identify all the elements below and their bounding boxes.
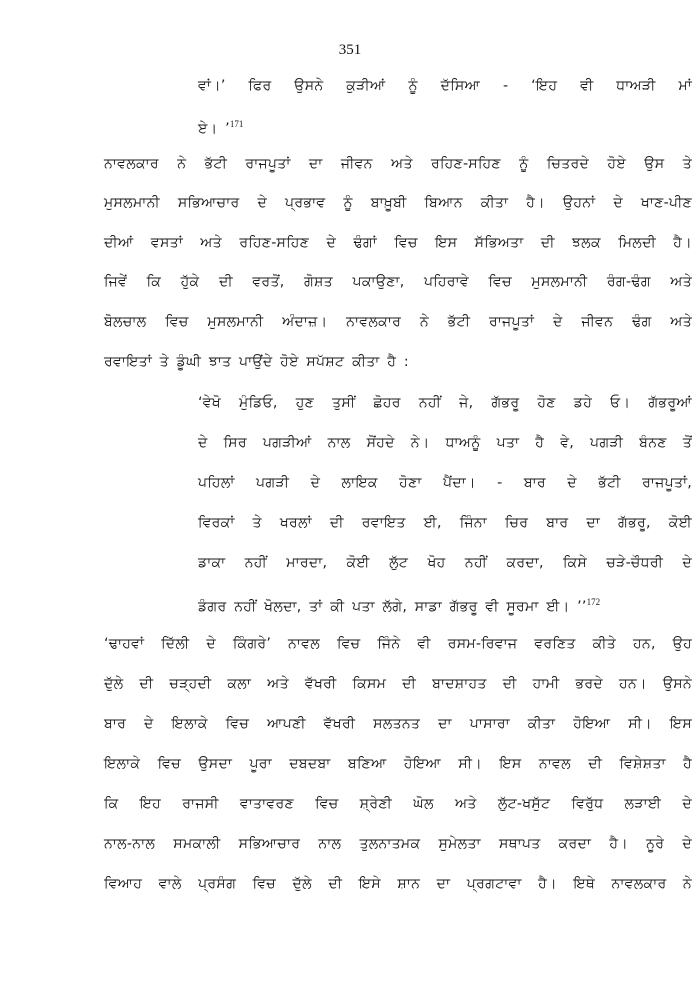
text-line: ਇਲਾਕੇ ਵਿਚ ਉਸਦਾ ਪੂਰਾ ਦਬਦਬਾ ਬਣਿਆ ਹੋਇਆ ਸੀ। ਇਸ ਨਾਵਲ ਦੀ ਵਿਸ਼ੇਸ਼ਤਾ ਹੈ [104, 756, 692, 772]
text-line: ਨਾਵਲਕਾਰ ਨੇ ਭੱਟੀ ਰਾਜਪੂਤਾਂ ਦਾ ਜੀਵਨ ਅਤੇ ਰਹਿਣ-ਸਹਿਣ ਨੂੰ ਚਿਤਰਦੇ ਹੋਏ ਉਸ ਤੇ [104, 156, 692, 172]
text-line: ਵਾਂ।’ ਫਿਰ ਉਸਨੇ ਕੁੜੀਆਂ ਨੂੰ ਦੱਸਿਆ - ‘ਇਹ ਵੀ ਧਾਅੜੀ ਮਾਂ [198, 78, 692, 94]
footnote-marker: 172 [586, 597, 601, 607]
text-line: ਕਿ ਇਹ ਰਾਜਸੀ ਵਾਤਾਵਰਣ ਵਿਚ ਸ਼੍ਰੇਣੀ ਘੋਲ ਅਤੇ ਲੁੱਟ-ਖਸੁੱਟ ਵਿਰੁੱਧ ਲੜਾਈ ਦੇ [104, 796, 692, 812]
text-line: ਨਾਲ-ਨਾਲ ਸਮਕਾਲੀ ਸਭਿਆਚਾਰ ਨਾਲ ਤੁਲਨਾਤਮਕ ਸੁਮੇਲਤਾ ਸਥਾਪਤ ਕਰਦਾ ਹੈ। ਨੂਰੇ ਦੇ [104, 836, 692, 852]
text-line: ਡਾਕਾ ਨਹੀਂ ਮਾਰਦਾ, ਕੋਈ ਲੁੱਟ ਖੋਹ ਨਹੀਂ ਕਰਦਾ, ਕਿਸੇ ਚੜੇ-ਚੌਧਰੀ ਦੇ [198, 555, 692, 571]
text-line: ‘ਵੇਖੋ ਮੁੰਡਿਓ, ਹੁਣ ਤੁਸੀਂ ਛੋਹਰ ਨਹੀਂ ਜੇ, ਗੱਭਰੂ ਹੋਣ ਡਹੇ ਓ। ਗੱਭਰੂਆਂ [198, 395, 692, 411]
text-line: ਵਿਰਕਾਂ ਤੇ ਖਰਲਾਂ ਦੀ ਰਵਾਇਤ ਈ, ਜਿੰਨਾ ਚਿਰ ਬਾਰ ਦਾ ਗੱਭਰੂ, ਕੋਈ [198, 515, 692, 531]
text-line: ਦੇ ਸਿਰ ਪਗੜੀਆਂ ਨਾਲ ਸੋਂਹਦੇ ਨੇ। ਧਾਅਨੂੰ ਪਤਾ ਹੈ ਵੇ, ਪਗੜੀ ਬੰਨਣ ਤੋਂ [198, 435, 692, 451]
text-line: ਪਹਿਲਾਂ ਪਗੜੀ ਦੇ ਲਾਇਕ ਹੋਣਾ ਪੈਂਦਾ। - ਬਾਰ ਦੇ ਭੱਟੀ ਰਾਜਪੂਤਾਂ, [198, 475, 692, 491]
text-line: ਦੀਆਂ ਵਸਤਾਂ ਅਤੇ ਰਹਿਣ-ਸਹਿਣ ਦੇ ਢੰਗਾਂ ਵਿਚ ਇਸ ਸੱਭਿਅਤਾ ਦੀ ਝਲਕ ਮਿਲਦੀ ਹੈ। [104, 235, 692, 251]
text-line: ਜਿਵੇਂ ਕਿ ਹੁੱਕੇ ਦੀ ਵਰਤੋਂ, ਗੋਸ਼ਤ ਪਕਾਉਣਾ, ਪਹਿਰਾਵੇ ਵਿਚ ਮੁਸਲਮਾਨੀ ਰੰਗ-ਢੰਗ ਅਤੇ [104, 274, 692, 290]
text-line: ਵਿਆਹ ਵਾਲੇ ਪ੍ਰਸੰਗ ਵਿਚ ਦੁੱਲੇ ਦੀ ਇਸੇ ਸ਼ਾਨ ਦਾ ਪ੍ਰਗਟਾਵਾ ਹੈ। ਇਥੇ ਨਾਵਲਕਾਰ ਨੇ [104, 876, 692, 892]
text-line: ਬੋਲਚਾਲ ਵਿਚ ਮੁਸਲਮਾਨੀ ਅੰਦਾਜ਼। ਨਾਵਲਕਾਰ ਨੇ ਭੱਟੀ ਰਾਜਪੂਤਾਂ ਦੇ ਜੀਵਨ ਢੰਗ ਅਤੇ [104, 314, 692, 330]
text-line: ਦੁੱਲੇ ਦੀ ਚੜ੍ਹਦੀ ਕਲਾ ਅਤੇ ਵੱਖਰੀ ਕਿਸਮ ਦੀ ਬਾਦਸ਼ਾਹਤ ਦੀ ਹਾਮੀ ਭਰਦੇ ਹਨ। ਉਸਨੇ [104, 676, 692, 692]
text-line: ਰਵਾਇਤਾਂ ਤੇ ਡੂੰਘੀ ਝਾਤ ਪਾਉਂਦੇ ਹੋਏ ਸਪੱਸ਼ਟ ਕੀਤਾ ਹੈ : [104, 354, 409, 370]
text-line [198, 114, 243, 139]
footnote-marker: 171 [229, 119, 244, 129]
text-line [198, 592, 600, 617]
text-line-content: ਏ। ’ [198, 121, 230, 137]
page-number: 351 [338, 42, 362, 58]
text-line: ‘ਢਾਹਵਾਂ ਦਿੱਲੀ ਦੇ ਕਿੰਗਰੇ’ ਨਾਵਲ ਵਿਚ ਜਿੰਨੇ ਵੀ ਰਸਮ-ਰਿਵਾਜ ਵਰਣਿਤ ਕੀਤੇ ਹਨ, ਉਹ [104, 636, 692, 652]
text-line-content: ਡੰਗਰ ਨਹੀਂ ਖੋਲਦਾ, ਤਾਂ ਕੀ ਪਤਾ ਲੱਗੇ, ਸਾਡਾ ਗੱਭਰੂ ਵੀ ਸੂਰਮਾ ਈ। ’’ [198, 599, 587, 615]
text-line: ਬਾਰ ਦੇ ਇਲਾਕੇ ਵਿਚ ਆਪਣੀ ਵੱਖਰੀ ਸਲਤਨਤ ਦਾ ਪਾਸਾਰਾ ਕੀਤਾ ਹੋਇਆ ਸੀ। ਇਸ [104, 716, 692, 732]
text-line: ਮੁਸਲਮਾਨੀ ਸਭਿਆਚਾਰ ਦੇ ਪ੍ਰਭਾਵ ਨੂੰ ਬਾਖ਼ੂਬੀ ਬਿਆਨ ਕੀਤਾ ਹੈ। ਉਹਨਾਂ ਦੇ ਖਾਣ-ਪੀਣ [104, 195, 692, 211]
